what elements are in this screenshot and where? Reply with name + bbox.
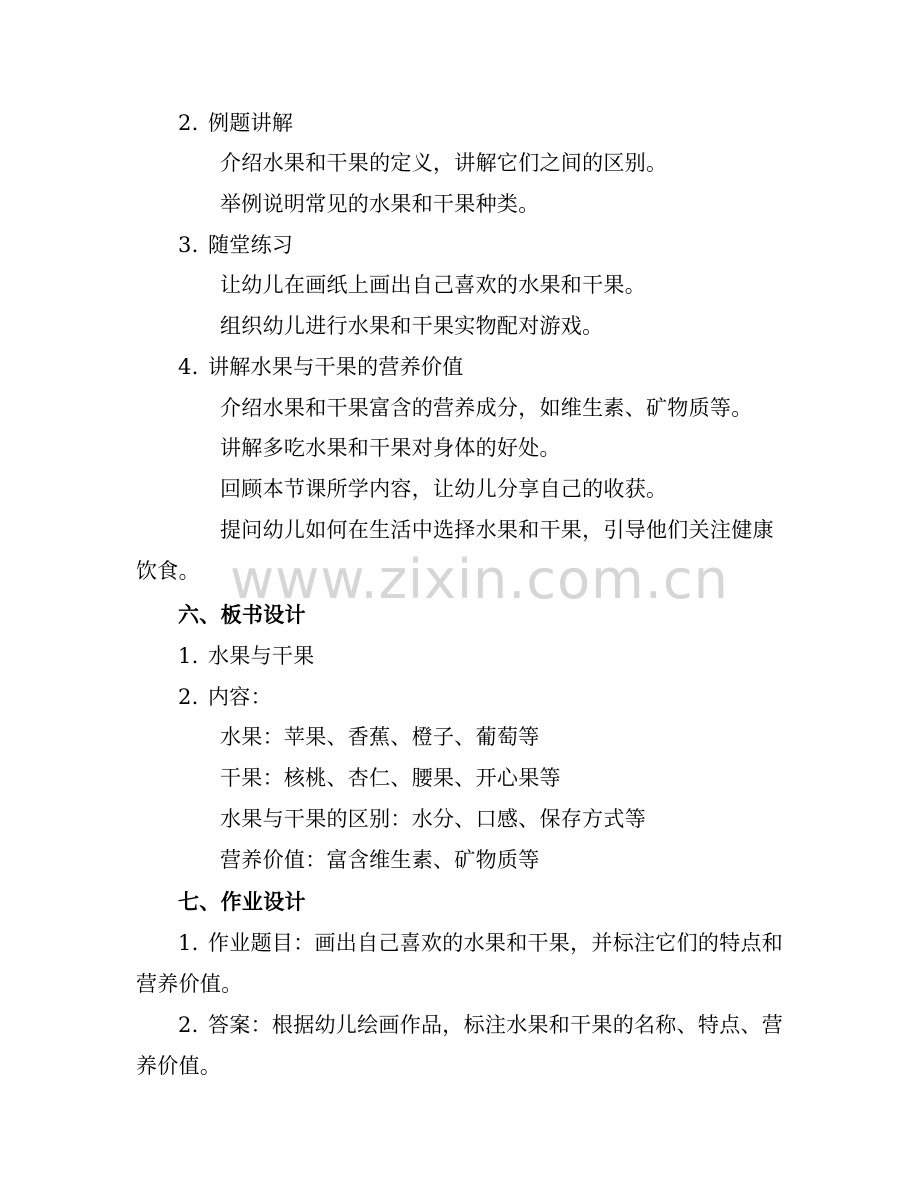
board-nut-line: 干果：核桃、杏仁、腰果、开心果等 bbox=[220, 766, 561, 790]
board-item-1-text: 水果与干果 bbox=[208, 644, 315, 668]
board-difference-line: 水果与干果的区别：水分、口感、保存方式等 bbox=[220, 807, 646, 831]
board-design-heading: 六、板书设计 bbox=[178, 603, 306, 627]
homework-item-1-number: 1. bbox=[178, 931, 199, 955]
section-4-number: 4. bbox=[178, 355, 199, 379]
watermark-text: www.zixin.com.cn bbox=[230, 548, 729, 611]
homework-item-1 bbox=[178, 929, 783, 957]
section-2-paragraph-1: 介绍水果和干果的定义，讲解它们之间的区别。 bbox=[220, 151, 668, 175]
section-4-paragraph-1: 介绍水果和干果富含的营养成分，如维生素、矿物质等。 bbox=[220, 396, 753, 420]
section-3-paragraph-2: 组织幼儿进行水果和干果实物配对游戏。 bbox=[220, 314, 604, 338]
section-4-paragraph-2: 讲解多吃水果和干果对身体的好处。 bbox=[220, 436, 561, 460]
section-4-title-text: 讲解水果与干果的营养价值 bbox=[208, 355, 464, 379]
section-2-paragraph-2: 举例说明常见的水果和干果种类。 bbox=[220, 192, 540, 216]
homework-item-1-continued: 营养价值。 bbox=[136, 972, 243, 996]
section-3-paragraph-1: 让幼儿在画纸上画出自己喜欢的水果和干果。 bbox=[220, 273, 646, 297]
board-nutrition-line: 营养价值：富含维生素、矿物质等 bbox=[220, 848, 540, 872]
board-item-2-number: 2. bbox=[178, 685, 199, 709]
section-2-number: 2. bbox=[178, 111, 199, 135]
board-item-2-text: 内容： bbox=[208, 685, 272, 709]
homework-item-2-number: 2. bbox=[178, 1013, 199, 1037]
section-3-title-text: 随堂练习 bbox=[208, 233, 294, 257]
homework-item-2-text: 答案：根据幼儿绘画作品，标注水果和干果的名称、特点、营 bbox=[208, 1013, 784, 1037]
homework-heading: 七、作业设计 bbox=[178, 890, 306, 914]
board-item-2 bbox=[178, 683, 272, 711]
section-4-paragraph-4-continued: 饮食。 bbox=[136, 559, 200, 583]
homework-item-2 bbox=[178, 1011, 783, 1039]
section-3-number: 3. bbox=[178, 233, 199, 257]
section-4-paragraph-4: 提问幼儿如何在生活中选择水果和干果，引导他们关注健康 bbox=[220, 518, 774, 542]
board-item-1-number: 1. bbox=[178, 644, 199, 668]
homework-item-1-text: 作业题目：画出自己喜欢的水果和干果，并标注它们的特点和 bbox=[208, 931, 784, 955]
homework-item-2-continued: 养价值。 bbox=[136, 1054, 222, 1078]
section-4-paragraph-3: 回顾本节课所学内容，让幼儿分享自己的收获。 bbox=[220, 477, 668, 501]
section-2-title-text: 例题讲解 bbox=[208, 111, 294, 135]
board-item-1 bbox=[178, 642, 315, 670]
section-4-title bbox=[178, 353, 464, 381]
section-2-title bbox=[178, 109, 293, 137]
section-3-title bbox=[178, 231, 293, 259]
board-fruit-line: 水果：苹果、香蕉、橙子、葡萄等 bbox=[220, 725, 540, 749]
